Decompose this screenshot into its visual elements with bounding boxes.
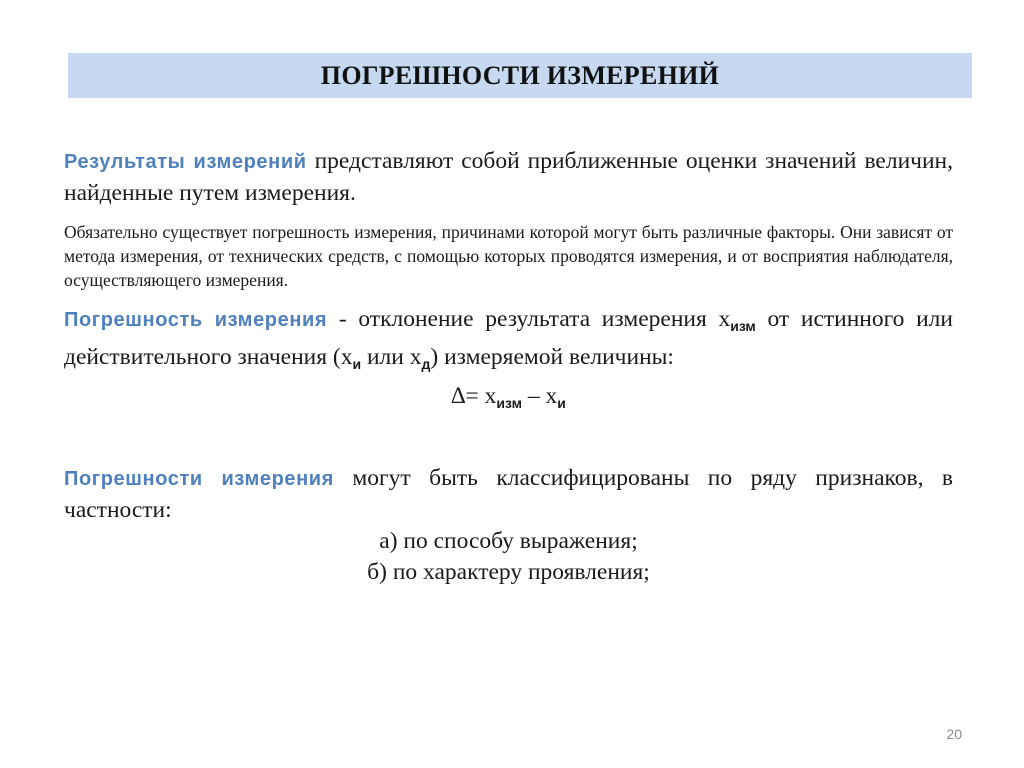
classification-text: могут быть классифицированы по ряду признаков, в частности: [64, 465, 953, 523]
definition-error-text-a: - отклонение результата измерения х [327, 306, 731, 332]
formula-mid: – х [521, 383, 558, 409]
term-error: Погрешность измерения [64, 309, 328, 331]
error-causes-paragraph: Обязательно существует погрешность измерения, причинами которой могут быть различные факторы. Они зависят от метода измерения, от технических средств, с помощью которых проводятся измерения, и от восприятия наблюдателя, осуществляющего измерения. [64, 222, 953, 290]
definition-error-text-d: ) измеряемой величины: [430, 344, 674, 370]
classification-paragraph [64, 463, 953, 526]
subscript-true: и [352, 356, 362, 372]
definition-error-text-b: от истинного или действительного значения (х [64, 306, 953, 370]
subscript-actual: д [421, 356, 431, 372]
definition-error-text-c: или х [361, 344, 422, 370]
error-formula [64, 381, 953, 419]
subscript-measured: изм [730, 318, 756, 334]
definition-error [64, 304, 953, 380]
formula-sub-measured: изм [496, 395, 522, 411]
slide-content [64, 146, 953, 588]
list-item-a: а) по способу выражения; [379, 528, 638, 554]
list-item-b: б) по характеру проявления; [367, 559, 650, 585]
formula-lhs: ∆= х [451, 383, 497, 409]
page-number: 20 [946, 726, 962, 742]
definition-results-text: представляют собой приближенные оценки значений величин, найденные путем измерения. [64, 148, 954, 206]
term-results: Результаты измерений [64, 151, 307, 173]
slide-title: ПОГРЕШНОСТИ ИЗМЕРЕНИЙ [320, 60, 720, 90]
formula-sub-true: и [557, 395, 566, 411]
term-errors: Погрешности измерения [64, 468, 334, 490]
title-bar [68, 53, 972, 98]
definition-results [64, 146, 953, 209]
